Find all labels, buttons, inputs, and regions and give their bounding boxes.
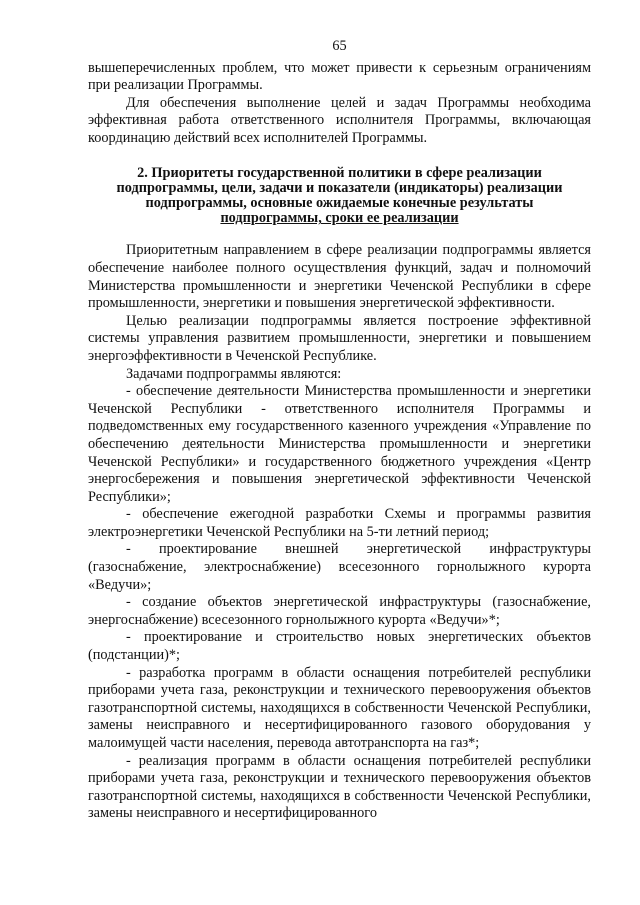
intro-paragraph-continued: вышеперечисленных проблем, что может привести к серьезным ограничениям при реализации Программы. [88, 59, 591, 94]
task-item: - создание объектов энергетической инфраструктуры (газоснабжение, энергоснабжение) всесезонного горнолыжного курорта «Ведучи»*; [88, 594, 591, 628]
task-item: - проектирование и строительство новых энергетических объектов (подстанции)*; [88, 629, 591, 664]
task-item: - разработка программ в области оснащения потребителей республики приборами учета газа, реконструкции и технического перевооружения объектов газотранспортной системы, находящихся в собственности Чеченской Республики, замены неисправного и несертифицированного газового оборудования у малоимущей части населения, перевода автотранспорта на газ*; [88, 664, 591, 751]
section-heading-line: подпрограммы, основные ожидаемые конечные результаты [145, 194, 534, 211]
task-item: - реализация программ в области оснащения потребителей республики приборами учета газа, реконструкции и технического перевооружения объектов газотранспортной системы, находящихся в собственности Чеченской Республики, замены неисправного и несертифицированного [88, 752, 591, 822]
task-item: - обеспечение ежегодной разработки Схемы и программы развития электроэнергетики Чеченской Республики на 5-ти летний период; [88, 506, 591, 540]
body-paragraph-priority: Приоритетным направлением в сфере реализации подпрограммы является обеспечение наиболее полного осуществления функций, задач и полномочий Министерства промышленности и энергетики Чеченской Республики в сфере промышленности, энергетики и повышения энергетической эффективности. [88, 242, 591, 312]
section-heading-line: подпрограммы, сроки ее реализации [220, 210, 459, 227]
section-heading-line: подпрограммы, цели, задачи и показатели (индикаторы) реализации [116, 179, 563, 196]
intro-paragraph: Для обеспечения выполнение целей и задач Программы необходима эффективная работа ответственного исполнителя Программы, включающая координацию действий всех исполнителей Программы. [88, 94, 591, 146]
section-heading-line: 2. Приоритеты государственной политики в сфере реализации [137, 164, 542, 181]
page-number: 65 [332, 38, 347, 54]
body-paragraph-goal: Целью реализации подпрограммы является построение эффективной системы управления развитием промышленности, энергетики и повышением энергоэффективности в Чеченской Республике. [88, 312, 591, 364]
document-page [88, 38, 591, 823]
body-paragraph-tasks-intro: Задачами подпрограммы являются: [126, 365, 342, 382]
section-heading [88, 166, 591, 227]
task-item: - обеспечение деятельности Министерства промышленности и энергетики Чеченской Республики - ответственного исполнителя Программы и подведомственных ему государственного казенного учреждения «Управление по обеспечению деятельности Министерства промышленности и энергетики Чеченской Республики» и государственного бюджетного учреждения «Центр энергосбережения и повышения энергетической эффективности Чеченской Республики»; [88, 383, 591, 505]
task-item: - проектирование внешней энергетической инфраструктуры (газоснабжение, электроснабжение) всесезонного горнолыжного курорта «Ведучи»; [88, 541, 591, 593]
